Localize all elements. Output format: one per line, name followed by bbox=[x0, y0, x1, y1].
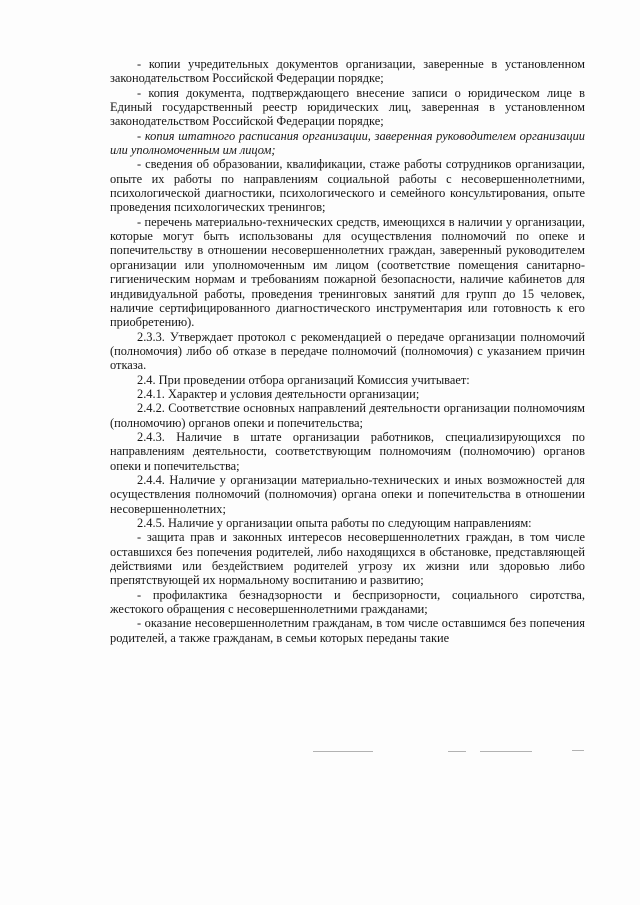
list-item-prevention: - профилактика безнадзорности и беспризорности, социального сиротства, жестокого обращения с несовершеннолетними гражданами; bbox=[110, 587, 585, 617]
clause-2-4: 2.4. При проведении отбора организаций Комиссия учитывает: bbox=[137, 372, 470, 387]
clause-2-4-2: 2.4.2. Соответствие основных направлений деятельности организации полномочиям (полномочию) органов опеки и попечительства; bbox=[110, 401, 585, 430]
document-body bbox=[110, 57, 585, 645]
clause-2-4-4: 2.4.4. Наличие у организации материально-технических и иных возможностей для осуществления полномочий (полномочия) органа опеки и попечительства в отношении несовершеннолетних; bbox=[110, 472, 585, 516]
clause-2-4-1: 2.4.1. Характер и условия деятельности организации; bbox=[137, 386, 420, 401]
scan-artifact-line bbox=[313, 751, 373, 752]
list-item-charter-copies: - копии учредительных документов организации, заверенные в установленном законодательством Российской Федерации порядке; bbox=[110, 57, 585, 86]
list-item-staff-schedule-copy: - копия штатного расписания организации, заверенная руководителем организации или уполномоченным им лицом; bbox=[110, 128, 585, 158]
list-item-rights-protection: - защита прав и законных интересов несовершеннолетних граждан, в том числе оставшихся без попечения родителей, либо находящихся в обстановке, представляющей действиями или бездействием родителей угрозу их жизни или здоровью либо препятствующей их нормальному воспитанию и развитию; bbox=[110, 530, 585, 588]
list-item-registry-record-copy: - копия документа, подтверждающего внесение записи о юридическом лице в Единый государственный реестр юридических лиц, заверенная в установленном законодательством Российской Федерации порядке; bbox=[110, 85, 585, 129]
scan-artifact-line bbox=[572, 750, 584, 751]
scan-artifact-line bbox=[448, 751, 466, 752]
list-item-assistance: - оказание несовершеннолетним гражданам, в том числе оставшимся без попечения родителей, а также гражданам, в семьи которых переданы такие bbox=[110, 616, 585, 645]
clause-2-3-3: 2.3.3. Утверждает протокол с рекомендацией о передаче организации полномочий (полномочия) либо об отказе в передаче полномочий (полномочия) с указанием причин отказа. bbox=[110, 329, 585, 373]
scan-artifact-line bbox=[480, 751, 532, 752]
clause-2-4-3: 2.4.3. Наличие в штате организации работников, специализирующихся по направлениям деятельности, соответствующим полномочиям (полномочию) органов опеки и попечительства; bbox=[110, 429, 585, 473]
clause-2-4-5: 2.4.5. Наличие у организации опыта работы по следующим направлениям: bbox=[137, 516, 532, 530]
list-item-technical-resources: - перечень материально-технических средств, имеющихся в наличии у организации, которые могут быть использованы для осуществления полномочий по опеке и попечительству в отношении несовершеннолетних граждан, заверенный руководителем организации или уполномоченным им лицом (соответствие помещения санитарно-гигиеническим нормам и требованиям пожарной безопасности, наличие кабинетов для индивидуальной работы, проведения тренинговых занятий для групп до 15 человек, наличие сертифицированного диагностического инструментария или готовность к его приобретению). bbox=[110, 214, 585, 330]
list-item-staff-qualifications: - сведения об образовании, квалификации, стаже работы сотрудников организации, опыте их работы по направлениям социальной работы с несовершеннолетними, психологической диагностики, психологического и семейного консультирования, опыте проведения психологических тренингов; bbox=[110, 157, 585, 215]
